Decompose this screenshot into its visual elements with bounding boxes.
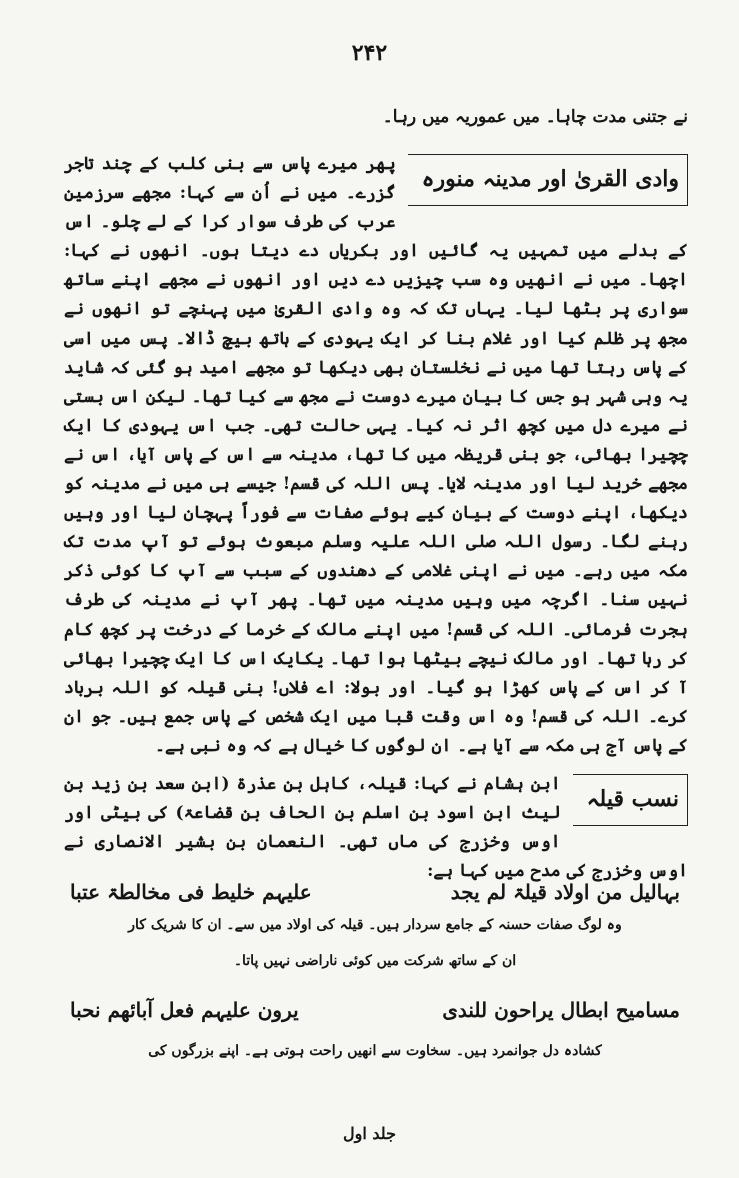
section-nasab-qila (64, 770, 688, 886)
verse-hemistich-right: مساميح ابطال يراحون للندى (442, 998, 680, 1022)
verse-hemistich-left: يرون علیہم فعل آبائهم نحبا (70, 998, 299, 1022)
verse-translation: وہ لوگ صفات حسنہ کے جامع سردار ہیں۔ قیلہ کی اولاد میں سے۔ ان کا شریک کار (128, 917, 622, 933)
section-body-text: پھر میرے پاس سے بنی کلب کے چند تاجر گزرے۔ میں نے اُن سے کہا: مجھے سرزمین عرب کی طرف سوار کرا کے لے چلو۔ اس کے بدلے میں تمہیں یہ گائیں اور بکریاں دے دیتا ہوں۔ انھوں نے کہا: اچھا۔ میں نے انھیں وہ سب چیزیں دے دیں اور انھوں نے مجھے اپنے ساتھ سواری پر بٹھا لیا۔ یہاں تک کہ وہ وادی القریٰ میں پہنچے تو انھوں نے مجھ پر ظلم کیا اور غلام بنا کر ایک یہودی کے ہاتھ بیچ ڈالا۔ پس میں اسی کے پاس رہتا تھا میں نے نخلستان بھی دیکھا تو مجھے امید ہو گئی کہ شاید یہ وہی شہر ہو جس کا بیان میرے دوست نے مجھ سے کیا تھا۔ لیکن اس بستی نے میرے دل میں کچھ اثر نہ کیا۔ یہی حالت تھی۔ جب اس یہودی کا ایک چچیرا بھائی، جو بنی قریظہ میں کا تھا، مدینہ سے اس کے پاس آیا، اس نے مجھے خرید لیا اور مدینہ لایا۔ پس اللہ کی قسم! جیسے ہی میں نے مدینہ کو دیکھا، اپنے دوست کے بیان کیے ہوئے صفات سے فوراً پہچان لیا اور وہیں رہنے لگا۔ رسول اللہ صلی اللہ علیہ وسلم مبعوث ہوئے تو آپ مدت تک مکہ میں رہے۔ میں نے اپنی غلامی کے دھندوں کے سبب سے آپ کا کوئی ذکر نہیں سنا۔ اگرچہ میں وہیں مدینہ میں تھا۔ پھر آپ نے مدینہ کی طرف ہجرت فرمائی۔ اللہ کی قسم! میں اپنے مالک کے خرما کے درخت پر کچھ کام کر رہا تھا۔ اور مالک نیچے بیٹھا ہوا تھا۔ یکایک اس کا ایک چچیرا بھائی آ کر اس کے پاس کھڑا ہو گیا۔ اور بولا: اے فلاں! بنی قیلہ کو اللہ برباد کرے۔ اللہ کی قسم! وہ اس وقت قبا میں ایک شخص کے پاس جمع ہیں۔ جو ان کے پاس آج ہی مکہ سے آیا ہے۔ ان لوگوں کا خیال ہے کہ وہ نبی ہے۔ (64, 154, 688, 756)
side-heading-nasab-qila: نسب قیلہ (573, 774, 688, 826)
verse-hemistich-right: بہالیل من اولاد قیلۃ لم یجد (450, 880, 680, 904)
verse-translation: کشادہ دل جوانمرد ہیں۔ سخاوت سے انھیں راحت ہوتی ہے۔ اپنے بزرگوں کی (148, 1043, 602, 1059)
lead-line: نے جتنی مدت چاہا۔ میں عموریہ میں رہا۔ (382, 107, 688, 127)
page-number: ۲۴۲ (351, 40, 388, 66)
section-wadi-al-qura (64, 150, 688, 761)
poetry-verse (70, 880, 680, 904)
section-body-text: ابن ہشام نے کہا: قیلہ، کاہل بن عذرۃ (ابن سعد بن زید بن لیث ابن اسود بن اسلم بن الحاف بن قضاعۃ) کی بیٹی اور اوس وخزرج کی ماں تھی۔ النعمان بن بشیر الانصاری نے اوس وخزرج کی مدح میں کہا ہے: (64, 774, 688, 882)
poetry-verse (70, 998, 680, 1022)
verse-translation: ان کے ساتھ شرکت میں کوئی ناراضی نہیں پاتا۔ (233, 953, 517, 969)
verse-hemistich-left: علیہم خلیط فی مخالطۃ عتبا (70, 880, 312, 904)
volume-footer: جلد اول (343, 1124, 396, 1143)
side-heading-wadi-al-qura: وادی القریٰ اور مدینہ منورہ (408, 154, 688, 206)
